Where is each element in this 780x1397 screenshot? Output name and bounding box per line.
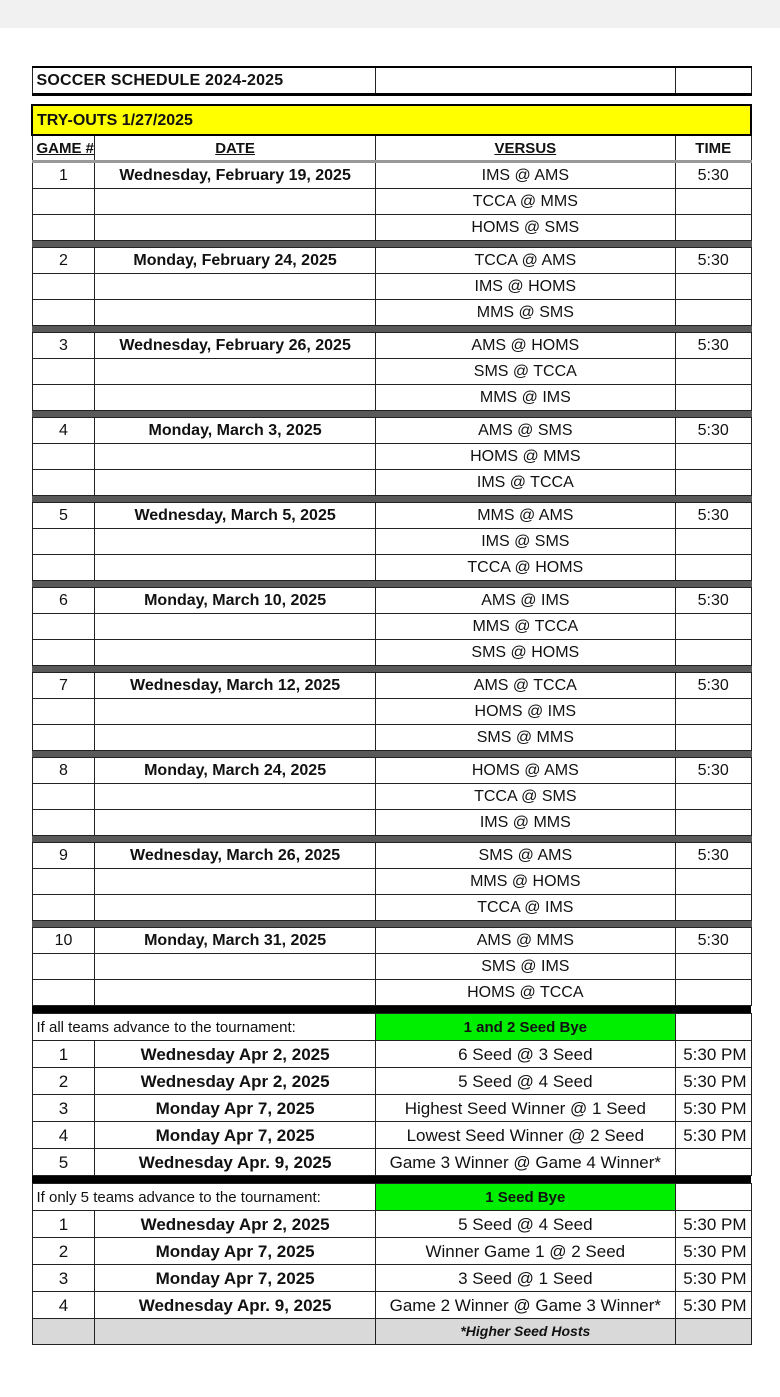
schedule-row [32, 248, 751, 274]
matchup: SMS @ AMS [375, 843, 675, 869]
game-date [95, 895, 375, 921]
separator-bar [32, 751, 751, 758]
game-time [675, 359, 751, 385]
game-date [95, 385, 375, 411]
header-time: TIME [675, 135, 751, 162]
viewer-top-bar [0, 0, 780, 28]
tournament-time: 5:30 PM [675, 1095, 751, 1122]
game-number [32, 300, 95, 326]
schedule-row [32, 529, 751, 555]
game-time [675, 215, 751, 241]
game-time: 5:30 [675, 673, 751, 699]
schedule-row [32, 274, 751, 300]
matchup: SMS @ TCCA [375, 359, 675, 385]
matchup: AMS @ MMS [375, 928, 675, 954]
separator-bar [32, 496, 751, 503]
game-time [675, 640, 751, 666]
game-time: 5:30 [675, 503, 751, 529]
schedule-row [32, 215, 751, 241]
bye-badge: 1 and 2 Seed Bye [375, 1014, 675, 1041]
schedule-row [32, 555, 751, 581]
matchup: AMS @ IMS [375, 588, 675, 614]
tournament-date: Monday Apr 7, 2025 [95, 1265, 375, 1292]
game-time [675, 555, 751, 581]
separator-bar [32, 411, 751, 418]
schedule-row [32, 470, 751, 496]
tournament-matchup: Lowest Seed Winner @ 2 Seed [375, 1122, 675, 1149]
game-date [95, 215, 375, 241]
game-time: 5:30 [675, 418, 751, 444]
game-separator [32, 921, 751, 928]
matchup: TCCA @ MMS [375, 189, 675, 215]
divider-bar [32, 1176, 751, 1184]
game-number: 5 [32, 503, 95, 529]
tournament-date: Wednesday Apr. 9, 2025 [95, 1292, 375, 1319]
game-time [675, 444, 751, 470]
spacer-row [32, 95, 751, 106]
game-date [95, 640, 375, 666]
tournament-row [32, 1041, 751, 1068]
game-date [95, 784, 375, 810]
matchup: SMS @ HOMS [375, 640, 675, 666]
game-date [95, 189, 375, 215]
game-date [95, 470, 375, 496]
tournament-game-number: 4 [32, 1292, 95, 1319]
game-number [32, 699, 95, 725]
tournament-row [32, 1122, 751, 1149]
matchup: IMS @ AMS [375, 162, 675, 189]
tournament-matchup: Game 2 Winner @ Game 3 Winner* [375, 1292, 675, 1319]
matchup: MMS @ HOMS [375, 869, 675, 895]
tournament-matchup: Winner Game 1 @ 2 Seed [375, 1238, 675, 1265]
schedule-row [32, 333, 751, 359]
game-time: 5:30 [675, 843, 751, 869]
tournament-date: Wednesday Apr 2, 2025 [95, 1211, 375, 1238]
section-divider [32, 1006, 751, 1014]
blank-cell [675, 1319, 751, 1345]
game-date [95, 869, 375, 895]
game-number [32, 189, 95, 215]
schedule-row [32, 359, 751, 385]
matchup: MMS @ TCCA [375, 614, 675, 640]
matchup: AMS @ TCCA [375, 673, 675, 699]
game-number [32, 359, 95, 385]
schedule-title: SOCCER SCHEDULE 2024-2025 [32, 67, 375, 95]
game-time [675, 385, 751, 411]
tournament-time: 5:30 PM [675, 1238, 751, 1265]
tournament-date: Wednesday Apr. 9, 2025 [95, 1149, 375, 1176]
tournament-row [32, 1292, 751, 1319]
game-date [95, 980, 375, 1006]
game-separator [32, 496, 751, 503]
tournament-time: 5:30 PM [675, 1211, 751, 1238]
matchup: AMS @ HOMS [375, 333, 675, 359]
game-number [32, 784, 95, 810]
game-time [675, 725, 751, 751]
separator-bar [32, 921, 751, 928]
schedule-row [32, 928, 751, 954]
tournament-matchup: 3 Seed @ 1 Seed [375, 1265, 675, 1292]
blank-cell [675, 1184, 751, 1211]
tournament-game-number: 1 [32, 1211, 95, 1238]
tournament-game-number: 2 [32, 1068, 95, 1095]
tournament-row [32, 1211, 751, 1238]
game-time [675, 699, 751, 725]
schedule-row [32, 869, 751, 895]
tournament-time: 5:30 PM [675, 1265, 751, 1292]
game-time [675, 869, 751, 895]
game-number: 10 [32, 928, 95, 954]
matchup: MMS @ IMS [375, 385, 675, 411]
matchup: TCCA @ AMS [375, 248, 675, 274]
game-number [32, 640, 95, 666]
tournament-matchup: 6 Seed @ 3 Seed [375, 1041, 675, 1068]
blank-cell [32, 1319, 95, 1345]
schedule-row [32, 699, 751, 725]
matchup: SMS @ IMS [375, 954, 675, 980]
game-number [32, 529, 95, 555]
schedule-row [32, 954, 751, 980]
tournament-matchup: Game 3 Winner @ Game 4 Winner* [375, 1149, 675, 1176]
game-date [95, 300, 375, 326]
game-number [32, 869, 95, 895]
divider-bar [32, 1006, 751, 1014]
tournament-time: 5:30 PM [675, 1068, 751, 1095]
tournament-game-number: 2 [32, 1238, 95, 1265]
tournament-row [32, 1068, 751, 1095]
matchup: HOMS @ SMS [375, 215, 675, 241]
tournament-time: 5:30 PM [675, 1292, 751, 1319]
game-date: Wednesday, March 26, 2025 [95, 843, 375, 869]
game-number [32, 614, 95, 640]
game-time [675, 810, 751, 836]
game-date: Wednesday, February 26, 2025 [95, 333, 375, 359]
game-number: 4 [32, 418, 95, 444]
schedule-row [32, 189, 751, 215]
schedule-row [32, 614, 751, 640]
tournament-game-number: 5 [32, 1149, 95, 1176]
game-time [675, 614, 751, 640]
game-date: Monday, March 10, 2025 [95, 588, 375, 614]
tournament-time [675, 1149, 751, 1176]
schedule-row [32, 588, 751, 614]
game-separator [32, 836, 751, 843]
matchup: HOMS @ IMS [375, 699, 675, 725]
game-date: Monday, March 3, 2025 [95, 418, 375, 444]
game-number [32, 895, 95, 921]
tournament-row [32, 1238, 751, 1265]
tournament-date: Monday Apr 7, 2025 [95, 1122, 375, 1149]
game-time [675, 784, 751, 810]
tournament-row [32, 1265, 751, 1292]
game-time [675, 274, 751, 300]
game-date: Wednesday, February 19, 2025 [95, 162, 375, 189]
game-number [32, 215, 95, 241]
tournament-label-row [32, 1184, 751, 1211]
tournament-label-row [32, 1014, 751, 1041]
separator-bar [32, 666, 751, 673]
game-number [32, 954, 95, 980]
tournament-game-number: 4 [32, 1122, 95, 1149]
game-time [675, 954, 751, 980]
section-divider [32, 1176, 751, 1184]
game-time: 5:30 [675, 928, 751, 954]
schedule-row [32, 980, 751, 1006]
game-date [95, 810, 375, 836]
game-time [675, 980, 751, 1006]
tournament-game-number: 1 [32, 1041, 95, 1068]
tournament-matchup: 5 Seed @ 4 Seed [375, 1211, 675, 1238]
game-date [95, 614, 375, 640]
matchup: TCCA @ IMS [375, 895, 675, 921]
game-date: Monday, March 31, 2025 [95, 928, 375, 954]
game-date [95, 725, 375, 751]
matchup: SMS @ MMS [375, 725, 675, 751]
header-game: GAME # [32, 135, 95, 162]
schedule-row [32, 673, 751, 699]
title-blank-cell [675, 67, 751, 95]
footnote: *Higher Seed Hosts [375, 1319, 675, 1345]
game-number [32, 810, 95, 836]
title-row [32, 67, 751, 95]
matchup: IMS @ MMS [375, 810, 675, 836]
schedule-row [32, 758, 751, 784]
game-time: 5:30 [675, 333, 751, 359]
game-time [675, 189, 751, 215]
game-number: 7 [32, 673, 95, 699]
game-number [32, 980, 95, 1006]
schedule-row [32, 725, 751, 751]
game-separator [32, 751, 751, 758]
game-time [675, 300, 751, 326]
game-time [675, 895, 751, 921]
tournament-game-number: 3 [32, 1265, 95, 1292]
game-date [95, 954, 375, 980]
schedule-row [32, 843, 751, 869]
game-separator [32, 666, 751, 673]
matchup: MMS @ SMS [375, 300, 675, 326]
schedule-row [32, 895, 751, 921]
game-number [32, 444, 95, 470]
matchup: IMS @ TCCA [375, 470, 675, 496]
blank-cell [675, 1014, 751, 1041]
game-number: 9 [32, 843, 95, 869]
game-number [32, 725, 95, 751]
game-date: Monday, February 24, 2025 [95, 248, 375, 274]
schedule-row [32, 640, 751, 666]
game-number: 8 [32, 758, 95, 784]
tournament-time: 5:30 PM [675, 1041, 751, 1068]
soccer-schedule-table [31, 66, 752, 1345]
schedule-row [32, 162, 751, 189]
matchup: HOMS @ AMS [375, 758, 675, 784]
game-time [675, 529, 751, 555]
tournament-date: Monday Apr 7, 2025 [95, 1238, 375, 1265]
schedule-row [32, 418, 751, 444]
schedule-row [32, 503, 751, 529]
tournament-matchup: Highest Seed Winner @ 1 Seed [375, 1095, 675, 1122]
game-separator [32, 411, 751, 418]
game-date [95, 699, 375, 725]
tournament-date: Monday Apr 7, 2025 [95, 1095, 375, 1122]
game-date [95, 359, 375, 385]
matchup: IMS @ SMS [375, 529, 675, 555]
game-number: 6 [32, 588, 95, 614]
separator-bar [32, 241, 751, 248]
matchup: AMS @ SMS [375, 418, 675, 444]
blank-cell [95, 1319, 375, 1345]
tryouts-row [32, 105, 751, 135]
matchup: HOMS @ MMS [375, 444, 675, 470]
separator-bar [32, 836, 751, 843]
separator-bar [32, 326, 751, 333]
game-date [95, 274, 375, 300]
matchup: TCCA @ SMS [375, 784, 675, 810]
title-blank-cell [375, 67, 675, 95]
game-number: 3 [32, 333, 95, 359]
header-date: DATE [95, 135, 375, 162]
game-number [32, 274, 95, 300]
game-separator [32, 326, 751, 333]
tournament-scenario-label: If only 5 teams advance to the tournament: [32, 1184, 375, 1211]
tryouts-banner: TRY-OUTS 1/27/2025 [32, 105, 751, 135]
tournament-date: Wednesday Apr 2, 2025 [95, 1041, 375, 1068]
game-date [95, 444, 375, 470]
game-number [32, 385, 95, 411]
game-number [32, 470, 95, 496]
tournament-matchup: 5 Seed @ 4 Seed [375, 1068, 675, 1095]
game-date: Monday, March 24, 2025 [95, 758, 375, 784]
game-time [675, 470, 751, 496]
matchup: TCCA @ HOMS [375, 555, 675, 581]
matchup: HOMS @ TCCA [375, 980, 675, 1006]
separator-bar [32, 581, 751, 588]
bye-badge: 1 Seed Bye [375, 1184, 675, 1211]
header-row [32, 135, 751, 162]
game-separator [32, 241, 751, 248]
tournament-date: Wednesday Apr 2, 2025 [95, 1068, 375, 1095]
game-date [95, 529, 375, 555]
matchup: IMS @ HOMS [375, 274, 675, 300]
game-time: 5:30 [675, 758, 751, 784]
matchup: MMS @ AMS [375, 503, 675, 529]
game-time: 5:30 [675, 162, 751, 189]
tournament-scenario-label: If all teams advance to the tournament: [32, 1014, 375, 1041]
schedule-row [32, 444, 751, 470]
game-date: Wednesday, March 5, 2025 [95, 503, 375, 529]
game-time: 5:30 [675, 248, 751, 274]
schedule-row [32, 300, 751, 326]
schedule-row [32, 385, 751, 411]
footnote-row [32, 1319, 751, 1345]
game-number [32, 555, 95, 581]
game-date: Wednesday, March 12, 2025 [95, 673, 375, 699]
schedule-row [32, 810, 751, 836]
tournament-time: 5:30 PM [675, 1122, 751, 1149]
tournament-game-number: 3 [32, 1095, 95, 1122]
game-time: 5:30 [675, 588, 751, 614]
game-number: 1 [32, 162, 95, 189]
game-number: 2 [32, 248, 95, 274]
game-separator [32, 581, 751, 588]
tournament-row [32, 1095, 751, 1122]
schedule-row [32, 784, 751, 810]
game-date [95, 555, 375, 581]
header-versus: VERSUS [375, 135, 675, 162]
tournament-row [32, 1149, 751, 1176]
